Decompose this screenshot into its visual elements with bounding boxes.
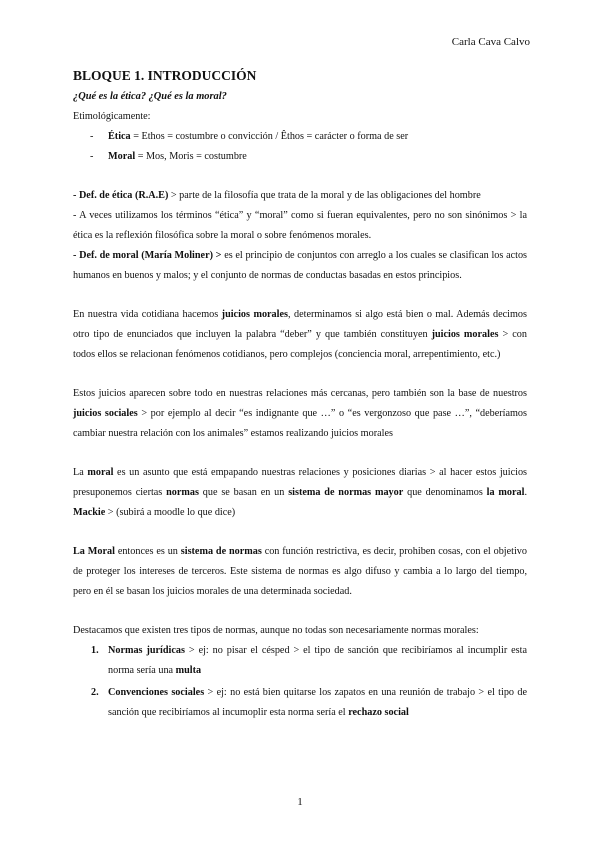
norm-sanction: rechazo social xyxy=(348,707,409,718)
page-title: BLOQUE 1. INTRODUCCIÓN xyxy=(73,68,257,83)
section-subtitle: ¿Qué es la ética? ¿Qué es la moral? xyxy=(73,91,227,102)
list-item xyxy=(73,127,527,147)
text: > (subirá a moodle lo que dice) xyxy=(105,507,236,518)
norm-text: > ej: no está bien quitarse los zapatos en una reunión de trabajo > el tipo de sanción que recibiríamos al incumoplir esta norma sería el xyxy=(108,687,527,718)
bold-text: normas xyxy=(166,487,199,498)
list-number: 2. xyxy=(91,687,99,698)
text: que denominamos xyxy=(403,487,487,498)
etymology-list xyxy=(73,127,527,167)
norm-text: > ej: no pisar el césped > el tipo de sanción que recibiríamos al incumplir esta norma sería una xyxy=(108,645,527,676)
bold-text: juicios morales xyxy=(431,329,499,340)
paragraph-la-moral xyxy=(73,463,527,523)
bold-text: sistema de normas xyxy=(180,546,262,557)
definition-moral-label: - Def. de moral (María Moliner) > xyxy=(73,250,222,261)
text: > con todos ellos se relacionan fenómenos cotidianos, pero complejos (conciencia moral, arrepentimiento, etc.) xyxy=(73,329,527,360)
list-item xyxy=(73,147,527,167)
definition-moral-text: es el principio de conjuntos con arreglo a los cuales se clasifican los actos humanos en buenos y malos; y el conjunto de normas de conductas basadas en estos principios. xyxy=(73,250,528,281)
text: En nuestra vida cotidiana hacemos xyxy=(73,309,222,320)
list-item xyxy=(73,641,527,681)
page-number: 1 xyxy=(297,796,303,808)
text: . xyxy=(524,487,527,498)
list-item xyxy=(73,683,527,723)
text: , determinamos si algo está bien o mal. Además decimos otro tipo de enunciados que incluyen la palabra “deber” y que también constituyen xyxy=(73,309,527,340)
text: > por ejemplo al decir “es indignante que …” o “es vergonzoso que pase …”, “deberíamos cambiar nuestra relación con los animales” estamos realizando juicios morales xyxy=(73,408,527,439)
paragraph-sistema-normas xyxy=(73,542,527,602)
etymology-intro: Etimológicamente: xyxy=(73,111,151,122)
paragraph-tipos-normas: Destacamos que existen tres tipos de normas, aunque no todas son necesariamente normas morales: xyxy=(73,625,479,636)
text: con función restrictiva, es decir, prohiben cosas, con el objetivo de proteger los intereses de terceros. Este sistema de normas es algo difuso y cambia a lo largo del tiempo, pero en él se basan los juicios morales de una determinada sociedad. xyxy=(73,546,527,597)
text: Estos juicios aparecen sobre todo en nuestras relaciones más cercanas, pero también son la base de nuestros xyxy=(73,388,527,399)
norms-list xyxy=(73,641,527,723)
text: La xyxy=(73,467,88,478)
bold-text: la moral xyxy=(486,487,525,498)
norm-label: Convenciones sociales xyxy=(108,687,205,698)
bold-text: La Moral xyxy=(73,546,115,557)
bold-text: juicios sociales xyxy=(73,408,138,419)
definition-equivalence: - A veces utilizamos los términos “ética” y “moral” como si fueran equivalentes, pero no son sinónimos > la ética es la reflexión filosófica sobre la moral o sobre fenómenos morales. xyxy=(73,210,527,241)
term-moral: Moral xyxy=(108,151,136,162)
bold-text: moral xyxy=(87,467,114,478)
definition-etica xyxy=(73,186,527,206)
bold-text: sistema de normas mayor xyxy=(288,487,404,498)
text: entonces es un xyxy=(114,546,181,557)
bold-text: juicios morales xyxy=(221,309,288,320)
paragraph-juicios-sociales xyxy=(73,384,527,444)
definition-etica-label: - Def. de ética (R.A.E) xyxy=(73,190,169,201)
text: es un asunto que está empapando nuestras relaciones y posiciones diarias > al hacer estos juicios presuponemos ciertas xyxy=(73,467,527,498)
bold-text: Mackie xyxy=(73,507,106,518)
document-body xyxy=(73,66,527,725)
definition-moral xyxy=(73,246,527,286)
term-moral-text: = Mos, Moris = costumbre xyxy=(135,151,247,162)
paragraph-juicios-morales xyxy=(73,305,527,365)
norm-label: Normas jurídicas xyxy=(108,645,185,656)
text: que se basan en un xyxy=(198,487,289,498)
definition-etica-text: > parte de la filosofía que trata de la moral y de las obligaciones del hombre xyxy=(168,190,481,201)
list-number: 1. xyxy=(91,645,99,656)
term-etica-text: = Ethos = costumbre o convicción / Êthos = carácter o forma de ser xyxy=(130,131,409,142)
term-etica: Ética xyxy=(108,131,131,142)
norm-sanction: multa xyxy=(175,665,202,676)
header-author: Carla Cava Calvo xyxy=(451,36,530,48)
